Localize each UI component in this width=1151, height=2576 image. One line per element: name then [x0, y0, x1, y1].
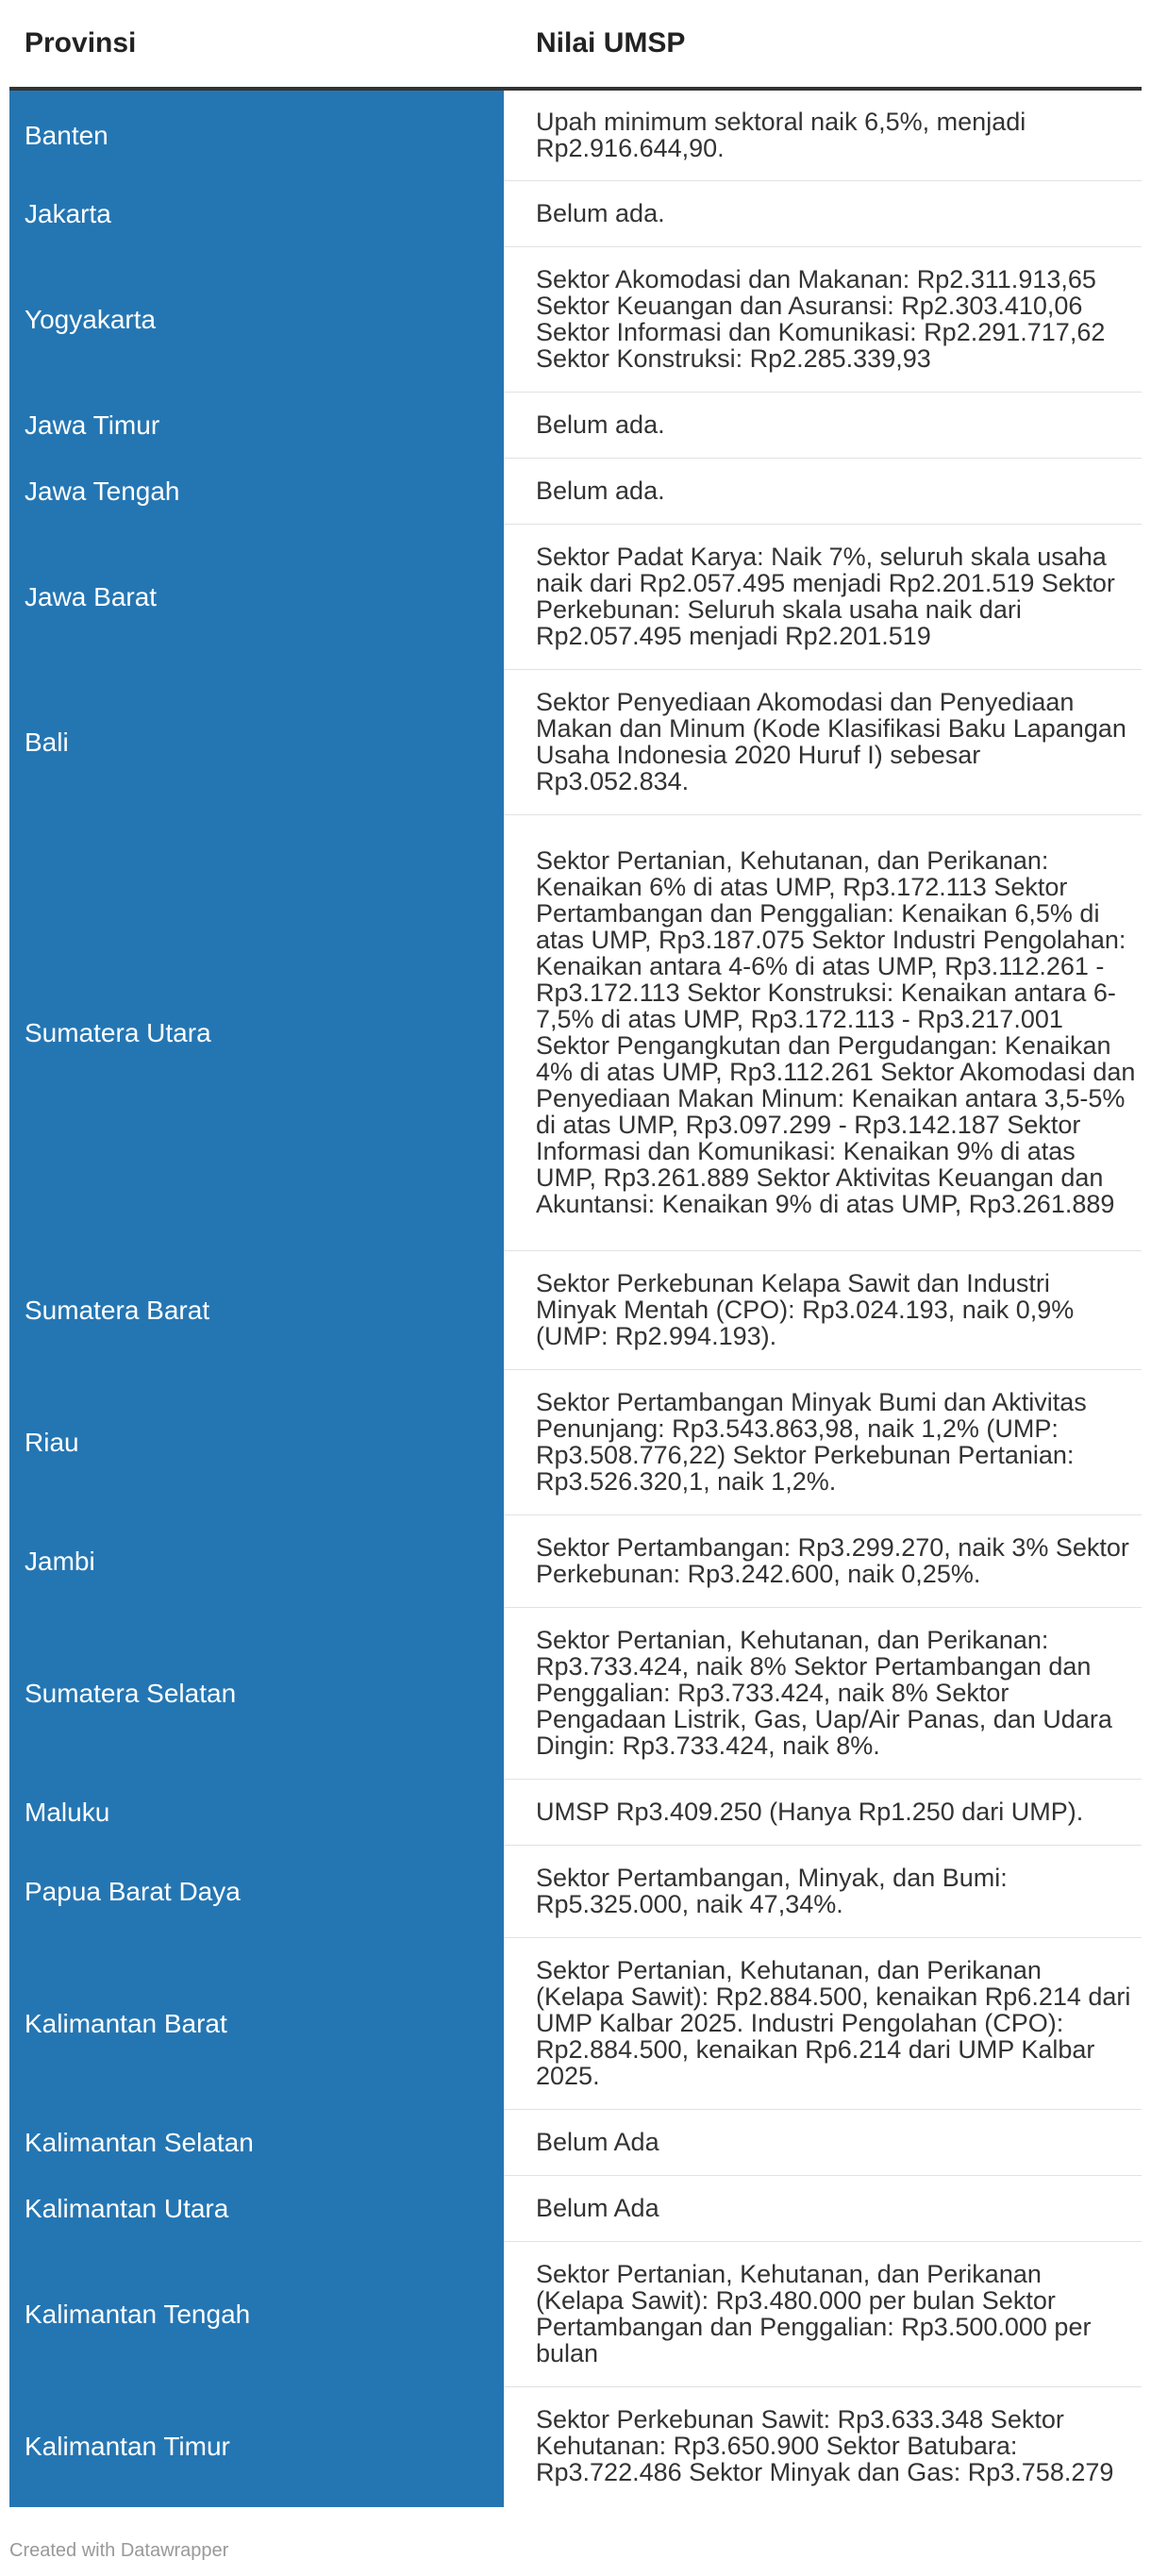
value-text: Sektor Pertambangan: Rp3.299.270, naik 3% Sektor Perkebunan: Rp3.242.600, naik 0,25%. — [536, 1532, 1129, 1588]
value-cell — [504, 1370, 1142, 1514]
value-cell — [504, 1846, 1142, 1937]
value-text: Belum Ada — [536, 2127, 659, 2156]
value-cell — [504, 181, 1142, 246]
table-row — [9, 91, 1142, 181]
province-cell: Jambi — [9, 1515, 504, 1608]
value-text: Sektor Pertambangan Minyak Bumi dan Aktivitas Penunjang: Rp3.543.863,98, naik 1,2% (UMP: Rp3.508.776,22) Sektor Perkebunan Pertanian: Rp3.526.320,1, naik 1,2%. — [536, 1387, 1087, 1496]
province-cell: Sumatera Selatan — [9, 1608, 504, 1780]
value-text: Upah minimum sektoral naik 6,5%, menjadi Rp2.916.644,90. — [536, 107, 1026, 162]
table-row — [9, 1780, 1142, 1846]
province-cell: Kalimantan Timur — [9, 2387, 504, 2507]
header-value[interactable]: Nilai UMSP — [536, 27, 686, 59]
table-row — [9, 1515, 1142, 1608]
value-text: Sektor Perkebunan Sawit: Rp3.633.348 Sektor Kehutanan: Rp3.650.900 Sektor Batubara: Rp3.722.486 Sektor Minyak dan Gas: Rp3.758.279 — [536, 2405, 1114, 2486]
value-cell — [504, 1938, 1142, 2109]
value-text: Sektor Akomodasi dan Makanan: Rp2.311.913,65 Sektor Keuangan dan Asuransi: Rp2.303.410,06 Sektor Informasi dan Komunikasi: Rp2.291.717,62 Sektor Konstruksi: Rp2.285.339,93 — [536, 264, 1106, 373]
table-row — [9, 2242, 1142, 2387]
province-cell: Kalimantan Utara — [9, 2176, 504, 2242]
province-cell: Maluku — [9, 1780, 504, 1846]
value-cell — [504, 247, 1142, 392]
table-header — [9, 0, 1142, 91]
value-cell — [504, 525, 1142, 669]
value-cell — [504, 1515, 1142, 1607]
province-cell: Kalimantan Selatan — [9, 2110, 504, 2176]
table-row — [9, 1608, 1142, 1780]
table-row — [9, 459, 1142, 525]
province-cell: Sumatera Utara — [9, 815, 504, 1251]
value-cell — [504, 1780, 1142, 1845]
table-row — [9, 1846, 1142, 1938]
value-cell — [504, 2176, 1142, 2241]
value-text: Sektor Padat Karya: Naik 7%, seluruh skala usaha naik dari Rp2.057.495 menjadi Rp2.201.519 Sektor Perkebunan: Seluruh skala usaha naik dari Rp2.057.495 menjadi Rp2.201.519 — [536, 542, 1115, 650]
province-cell: Jawa Timur — [9, 393, 504, 459]
table-row — [9, 2387, 1142, 2506]
table-row — [9, 1938, 1142, 2110]
province-cell: Sumatera Barat — [9, 1251, 504, 1370]
value-text: Belum ada. — [536, 410, 665, 439]
province-cell: Papua Barat Daya — [9, 1846, 504, 1938]
value-cell — [504, 393, 1142, 458]
value-cell — [504, 91, 1142, 180]
table-row — [9, 247, 1142, 393]
table-row — [9, 1370, 1142, 1515]
value-cell — [504, 2387, 1142, 2506]
table-row — [9, 525, 1142, 670]
value-cell — [504, 459, 1142, 524]
province-cell: Jawa Tengah — [9, 459, 504, 525]
header-province[interactable]: Provinsi — [25, 27, 137, 59]
table-row — [9, 2110, 1142, 2176]
table-row — [9, 670, 1142, 815]
value-cell — [504, 2110, 1142, 2175]
table-row — [9, 181, 1142, 247]
province-cell: Kalimantan Barat — [9, 1938, 504, 2110]
datawrapper-credit[interactable]: Created with Datawrapper — [9, 2540, 229, 2561]
value-text: Sektor Pertanian, Kehutanan, dan Perikanan: Kenaikan 6% di atas UMP, Rp3.172.113 Sektor Pertambangan dan Penggalian: Kenaikan 6,5% di atas UMP, Rp3.187.075 Sektor Industri Pengolahan: Kenaikan antara 4-6% di atas UMP, Rp3.112.261 - Rp3.172.113 Sektor Konstruksi: Kenaikan antara 6-7,5% di atas UMP, Rp3.172.113 - Rp3.217.001 Sektor Pengangkutan dan Pergudangan: Kenaikan 4% di atas UMP, Rp3.112.261 Sektor Akomodasi dan Penyediaan Makan Minum: Kenaikan antara 3,5-5% di atas UMP, Rp3.097.299 - Rp3.142.187 Sektor Informasi dan Komunikasi: Kenaikan 9% di atas UMP, Rp3.261.889 Sektor Aktivitas Keuangan dan Akuntansi: Kenaikan 9% di atas UMP, Rp3.261.889 — [536, 845, 1136, 1218]
value-text: Sektor Pertambangan, Minyak, dan Bumi: Rp5.325.000, naik 47,34%. — [536, 1863, 1008, 1918]
province-cell: Jawa Barat — [9, 525, 504, 670]
umsp-table — [9, 0, 1142, 2506]
value-text: Belum ada. — [536, 476, 665, 505]
province-cell: Bali — [9, 670, 504, 815]
province-cell: Yogyakarta — [9, 247, 504, 393]
province-cell: Riau — [9, 1370, 504, 1515]
value-cell — [504, 1251, 1142, 1369]
province-cell: Kalimantan Tengah — [9, 2242, 504, 2387]
table-row — [9, 2176, 1142, 2242]
value-text: Sektor Pertanian, Kehutanan, dan Perikanan (Kelapa Sawit): Rp3.480.000 per bulan Sektor Pertambangan dan Penggalian: Rp3.500.000 per bulan — [536, 2259, 1092, 2367]
table-row — [9, 815, 1142, 1251]
value-text: Sektor Penyediaan Akomodasi dan Penyediaan Makan dan Minum (Kode Klasifikasi Baku Lapangan Usaha Indonesia 2020 Huruf I) sebesar Rp3.052.834. — [536, 687, 1126, 795]
province-cell: Jakarta — [9, 181, 504, 247]
value-cell — [504, 670, 1142, 814]
value-text: Sektor Perkebunan Kelapa Sawit dan Industri Minyak Mentah (CPO): Rp3.024.193, naik 0,9% (UMP: Rp2.994.193). — [536, 1268, 1075, 1350]
value-text: Sektor Pertanian, Kehutanan, dan Perikanan: Rp3.733.424, naik 8% Sektor Pertambangan dan Penggalian: Rp3.733.424, naik 8% Sektor Pengadaan Listrik, Gas, Uap/Air Panas, dan Udara Dingin: Rp3.733.424, naik 8%. — [536, 1625, 1112, 1760]
value-text: UMSP Rp3.409.250 (Hanya Rp1.250 dari UMP). — [536, 1797, 1084, 1826]
value-cell — [504, 2242, 1142, 2386]
value-text: Belum Ada — [536, 2193, 659, 2222]
table-row — [9, 1251, 1142, 1370]
value-cell — [504, 1608, 1142, 1779]
province-cell: Banten — [9, 91, 504, 181]
value-cell — [504, 815, 1142, 1250]
value-text: Sektor Pertanian, Kehutanan, dan Perikanan (Kelapa Sawit): Rp2.884.500, kenaikan Rp6.214 dari UMP Kalbar 2025. Industri Pengolahan (CPO): Rp2.884.500, kenaikan Rp6.214 dari UMP Kalbar 2025. — [536, 1955, 1131, 2090]
value-text: Belum ada. — [536, 198, 665, 227]
table-row — [9, 393, 1142, 459]
